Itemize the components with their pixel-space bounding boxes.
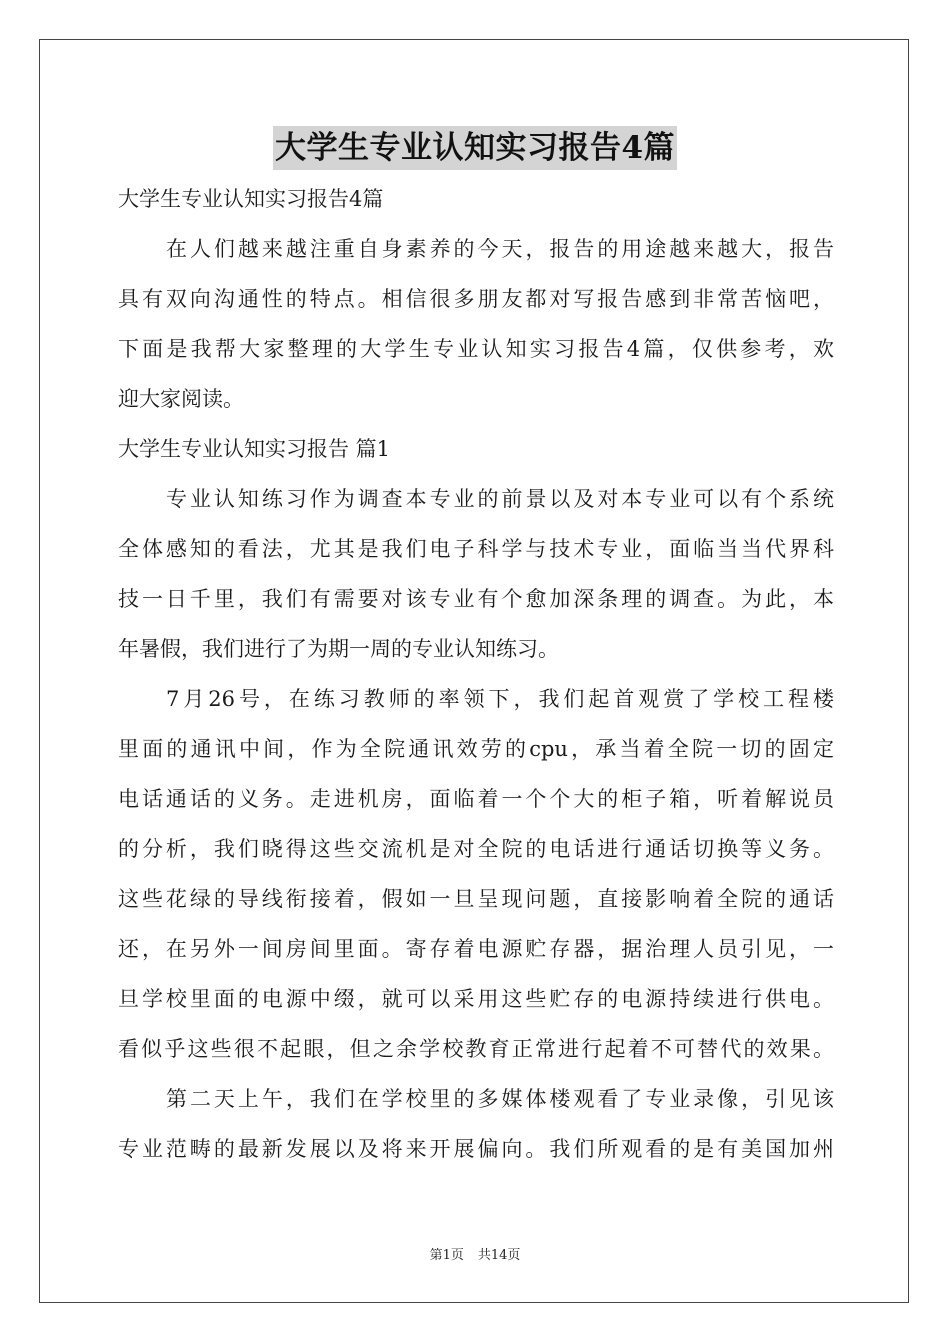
paragraph-line: 技一日千里，我们有需要对该专业有个愈加深条理的调查。为此，本 (118, 587, 834, 611)
paragraph-line: 专业范畴的最新发展以及将来开展偏向。我们所观看的是有美国加州 (118, 1137, 834, 1161)
title-wrap (0, 126, 950, 170)
paragraph-line: 电话通话的义务。走进机房，面临着一个个大的柜子箱，听着解说员 (118, 787, 834, 811)
page-footer (0, 1247, 950, 1265)
paragraph-line: 旦学校里面的电源中缀，就可以采用这些贮存的电源持续进行供电。 (118, 987, 834, 1011)
paragraph-line: 7月26号，在练习教师的率领下，我们起首观赏了学校工程楼 (166, 687, 834, 711)
paragraph-line: 的分析，我们晓得这些交流机是对全院的电话进行通话切换等义务。 (118, 837, 834, 861)
paragraph-line: 年暑假，我们进行了为期一周的专业认知练习。 (118, 637, 559, 661)
paragraph-line: 具有双向沟通性的特点。相信很多朋友都对写报告感到非常苦恼吧， (118, 287, 834, 311)
subtitle-line: 大学生专业认知实习报告4篇 (118, 187, 384, 211)
paragraph-line: 第二天上午，我们在学校里的多媒体楼观看了专业录像，引见该 (166, 1087, 834, 1111)
page-number: 第1页 (429, 1248, 464, 1263)
paragraph-line: 在人们越来越注重自身素养的今天，报告的用途越来越大，报告 (166, 237, 834, 261)
paragraph-line: 看似乎这些很不起眼，但之余学校教育正常进行起着不可替代的效果。 (118, 1037, 834, 1061)
section-heading: 大学生专业认知实习报告 篇1 (118, 437, 391, 461)
document-title: 大学生专业认知实习报告4篇 (273, 126, 677, 170)
page-total: 共14页 (477, 1248, 521, 1263)
paragraph-line: 还，在另外一间房间里面。寄存着电源贮存器，据治理人员引见，一 (118, 937, 834, 961)
paragraph-line: 下面是我帮大家整理的大学生专业认知实习报告4篇，仅供参考，欢 (118, 337, 834, 361)
paragraph-line: 全体感知的看法，尤其是我们电子科学与技术专业，面临当当代界科 (118, 537, 834, 561)
paragraph-line: 这些花绿的导线衔接着，假如一旦呈现问题，直接影响着全院的通话 (118, 887, 834, 911)
paragraph-line: 专业认知练习作为调查本专业的前景以及对本专业可以有个系统 (166, 487, 834, 511)
paragraph-line: 迎大家阅读。 (118, 387, 244, 411)
paragraph-line: 里面的通讯中间，作为全院通讯效劳的cpu，承当着全院一切的固定 (118, 737, 834, 761)
